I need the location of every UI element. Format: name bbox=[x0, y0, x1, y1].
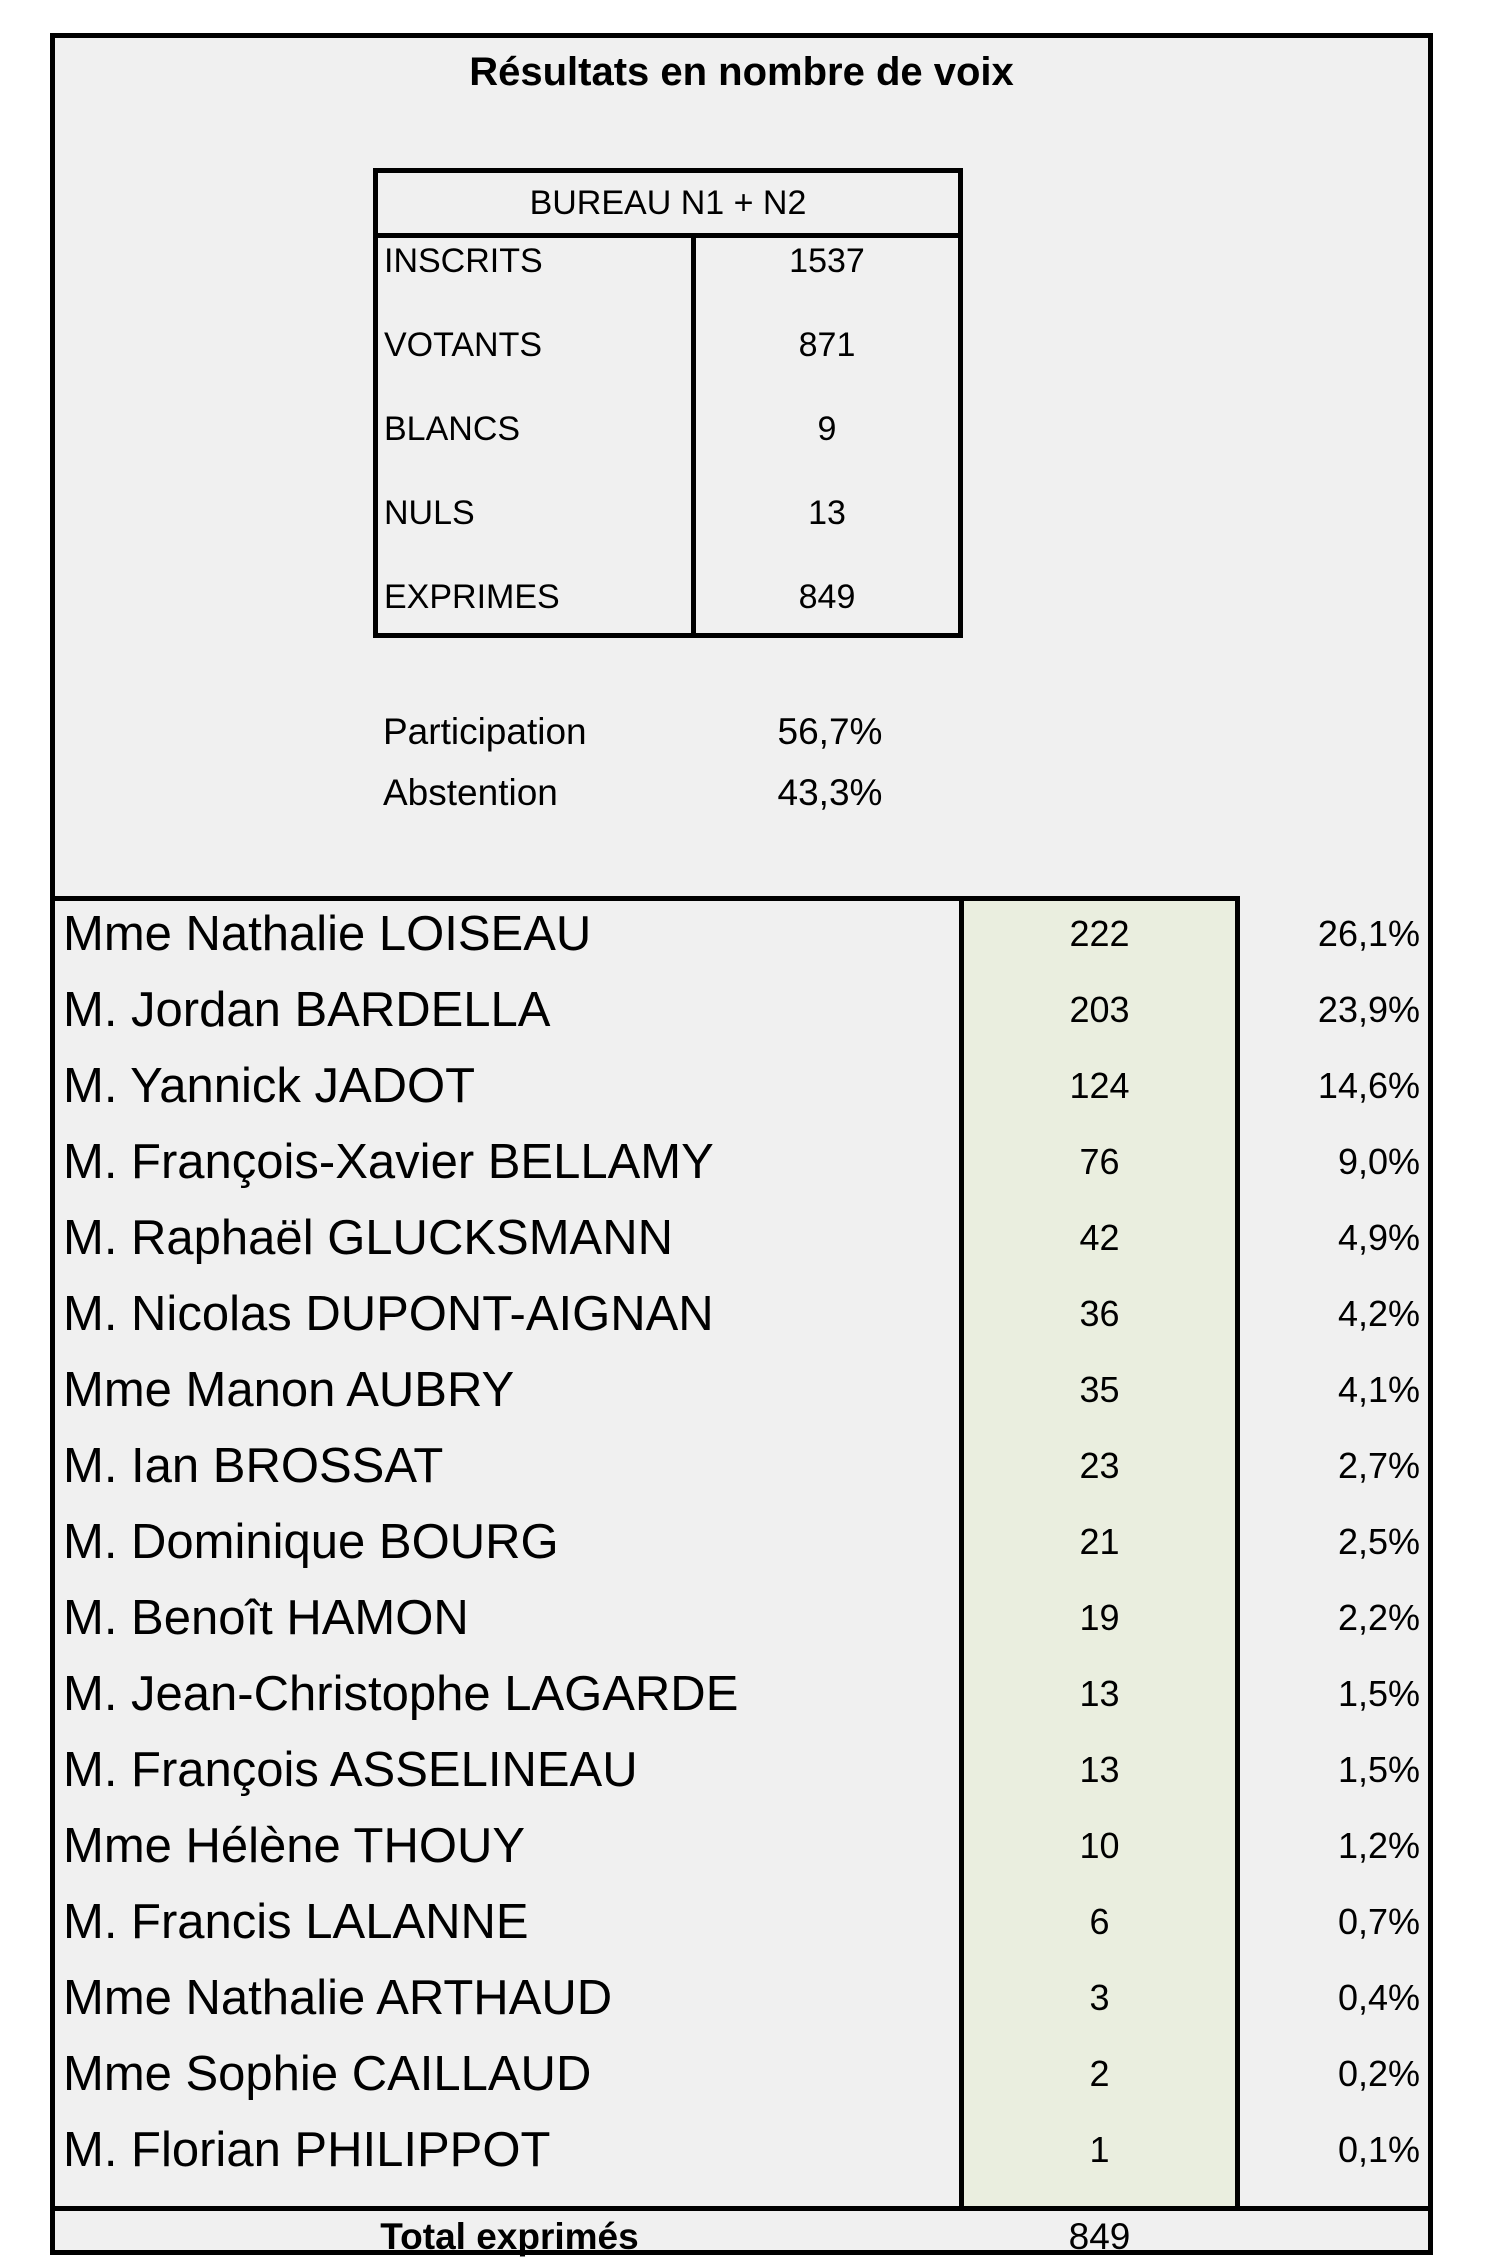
bureau-label-inscrits: INSCRITS bbox=[384, 242, 543, 280]
candidate-percent: 0,7% bbox=[1337, 1901, 1420, 1942]
candidate-row bbox=[55, 1048, 1428, 1124]
candidate-name: M. François ASSELINEAU bbox=[63, 1743, 638, 1797]
candidate-votes: 21 bbox=[1079, 1521, 1120, 1562]
candidate-votes: 13 bbox=[1079, 1673, 1120, 1714]
candidate-name: Mme Manon AUBRY bbox=[63, 1363, 515, 1417]
participation-label: Participation bbox=[383, 711, 587, 752]
candidate-votes: 3 bbox=[1089, 1977, 1110, 2018]
bureau-summary-table bbox=[373, 168, 963, 638]
candidate-percent: 0,1% bbox=[1337, 2129, 1420, 2170]
candidate-percent: 2,2% bbox=[1337, 1597, 1420, 1638]
candidate-row bbox=[55, 2036, 1428, 2112]
candidate-row bbox=[55, 1732, 1428, 1808]
candidate-percent: 2,5% bbox=[1337, 1521, 1420, 1562]
bureau-label-votants: VOTANTS bbox=[384, 326, 543, 364]
candidate-name: M. Jean-Christophe LAGARDE bbox=[63, 1667, 739, 1721]
candidate-row bbox=[55, 2112, 1428, 2188]
candidate-name: M. Yannick JADOT bbox=[63, 1059, 476, 1113]
candidate-name: M. Francis LALANNE bbox=[63, 1895, 529, 1949]
candidate-percent: 1,5% bbox=[1337, 1673, 1420, 1714]
abstention-label: Abstention bbox=[383, 772, 558, 813]
candidate-votes: 6 bbox=[1089, 1901, 1110, 1942]
candidate-row bbox=[55, 1124, 1428, 1200]
page-title: Résultats en nombre de voix bbox=[469, 50, 1014, 94]
candidate-percent: 14,6% bbox=[1317, 1065, 1420, 1106]
candidate-row bbox=[55, 1276, 1428, 1352]
candidate-row bbox=[55, 1200, 1428, 1276]
candidate-row bbox=[55, 896, 1428, 972]
candidate-name: M. Dominique BOURG bbox=[63, 1515, 559, 1569]
candidate-row bbox=[55, 1960, 1428, 2036]
bureau-value-exprimes: 849 bbox=[798, 578, 856, 616]
bureau-value-blancs: 9 bbox=[817, 410, 837, 448]
candidate-row bbox=[55, 1808, 1428, 1884]
candidate-votes: 1 bbox=[1089, 2129, 1110, 2170]
bureau-value-nuls: 13 bbox=[808, 494, 846, 532]
candidate-percent: 1,2% bbox=[1337, 1825, 1420, 1866]
candidate-name: M. Ian BROSSAT bbox=[63, 1439, 444, 1493]
candidate-percent: 0,2% bbox=[1337, 2053, 1420, 2094]
participation-value: 56,7% bbox=[777, 711, 883, 752]
candidate-row bbox=[55, 1428, 1428, 1504]
candidate-row bbox=[55, 1884, 1428, 1960]
candidate-name: M. Florian PHILIPPOT bbox=[63, 2123, 551, 2177]
candidate-name: M. Benoît HAMON bbox=[63, 1591, 469, 1645]
candidate-name: Mme Nathalie LOISEAU bbox=[63, 907, 592, 961]
total-divider bbox=[55, 2206, 1428, 2211]
bureau-value-votants: 871 bbox=[798, 326, 856, 364]
candidate-votes: 35 bbox=[1079, 1369, 1120, 1410]
candidate-name: M. Nicolas DUPONT-AIGNAN bbox=[63, 1287, 714, 1341]
candidate-name: Mme Hélène THOUY bbox=[63, 1819, 526, 1873]
candidate-name: M. Raphaël GLUCKSMANN bbox=[63, 1211, 673, 1265]
candidate-votes: 2 bbox=[1089, 2053, 1110, 2094]
candidate-name: Mme Sophie CAILLAUD bbox=[63, 2047, 592, 2101]
candidate-votes: 23 bbox=[1079, 1445, 1120, 1486]
candidate-percent: 4,9% bbox=[1337, 1217, 1420, 1258]
total-value: 849 bbox=[1068, 2216, 1131, 2257]
bureau-label-nuls: NULS bbox=[384, 494, 475, 532]
candidate-votes: 19 bbox=[1079, 1597, 1120, 1638]
candidate-percent: 4,2% bbox=[1337, 1293, 1420, 1334]
candidate-row bbox=[55, 1580, 1428, 1656]
candidate-votes: 10 bbox=[1079, 1825, 1120, 1866]
candidate-votes: 124 bbox=[1069, 1065, 1130, 1106]
candidate-percent: 0,4% bbox=[1337, 1977, 1420, 2018]
candidate-name: M. Jordan BARDELLA bbox=[63, 983, 551, 1037]
candidate-percent: 23,9% bbox=[1317, 989, 1420, 1030]
candidate-row bbox=[55, 1352, 1428, 1428]
candidate-percent: 4,1% bbox=[1337, 1369, 1420, 1410]
candidate-votes: 13 bbox=[1079, 1749, 1120, 1790]
candidate-row bbox=[55, 1656, 1428, 1732]
candidate-name: M. François-Xavier BELLAMY bbox=[63, 1135, 714, 1189]
candidate-percent: 26,1% bbox=[1317, 913, 1420, 954]
candidate-row bbox=[55, 1504, 1428, 1580]
candidate-votes: 76 bbox=[1079, 1141, 1120, 1182]
candidate-percent: 2,7% bbox=[1337, 1445, 1420, 1486]
candidate-percent: 1,5% bbox=[1337, 1749, 1420, 1790]
abstention-value: 43,3% bbox=[777, 772, 883, 813]
candidate-row bbox=[55, 972, 1428, 1048]
total-label: Total exprimés bbox=[380, 2216, 639, 2257]
candidate-votes: 42 bbox=[1079, 1217, 1120, 1258]
candidate-votes: 222 bbox=[1069, 913, 1130, 954]
candidate-votes: 36 bbox=[1079, 1293, 1120, 1334]
results-sheet bbox=[50, 33, 1433, 2255]
bureau-value-inscrits: 1537 bbox=[789, 242, 865, 280]
bureau-label-blancs: BLANCS bbox=[384, 410, 521, 448]
candidate-percent: 9,0% bbox=[1337, 1141, 1420, 1182]
bureau-label-exprimes: EXPRIMES bbox=[384, 578, 560, 616]
bureau-header: BUREAU N1 + N2 bbox=[378, 173, 958, 238]
candidate-votes: 203 bbox=[1069, 989, 1130, 1030]
candidate-name: Mme Nathalie ARTHAUD bbox=[63, 1971, 613, 2025]
